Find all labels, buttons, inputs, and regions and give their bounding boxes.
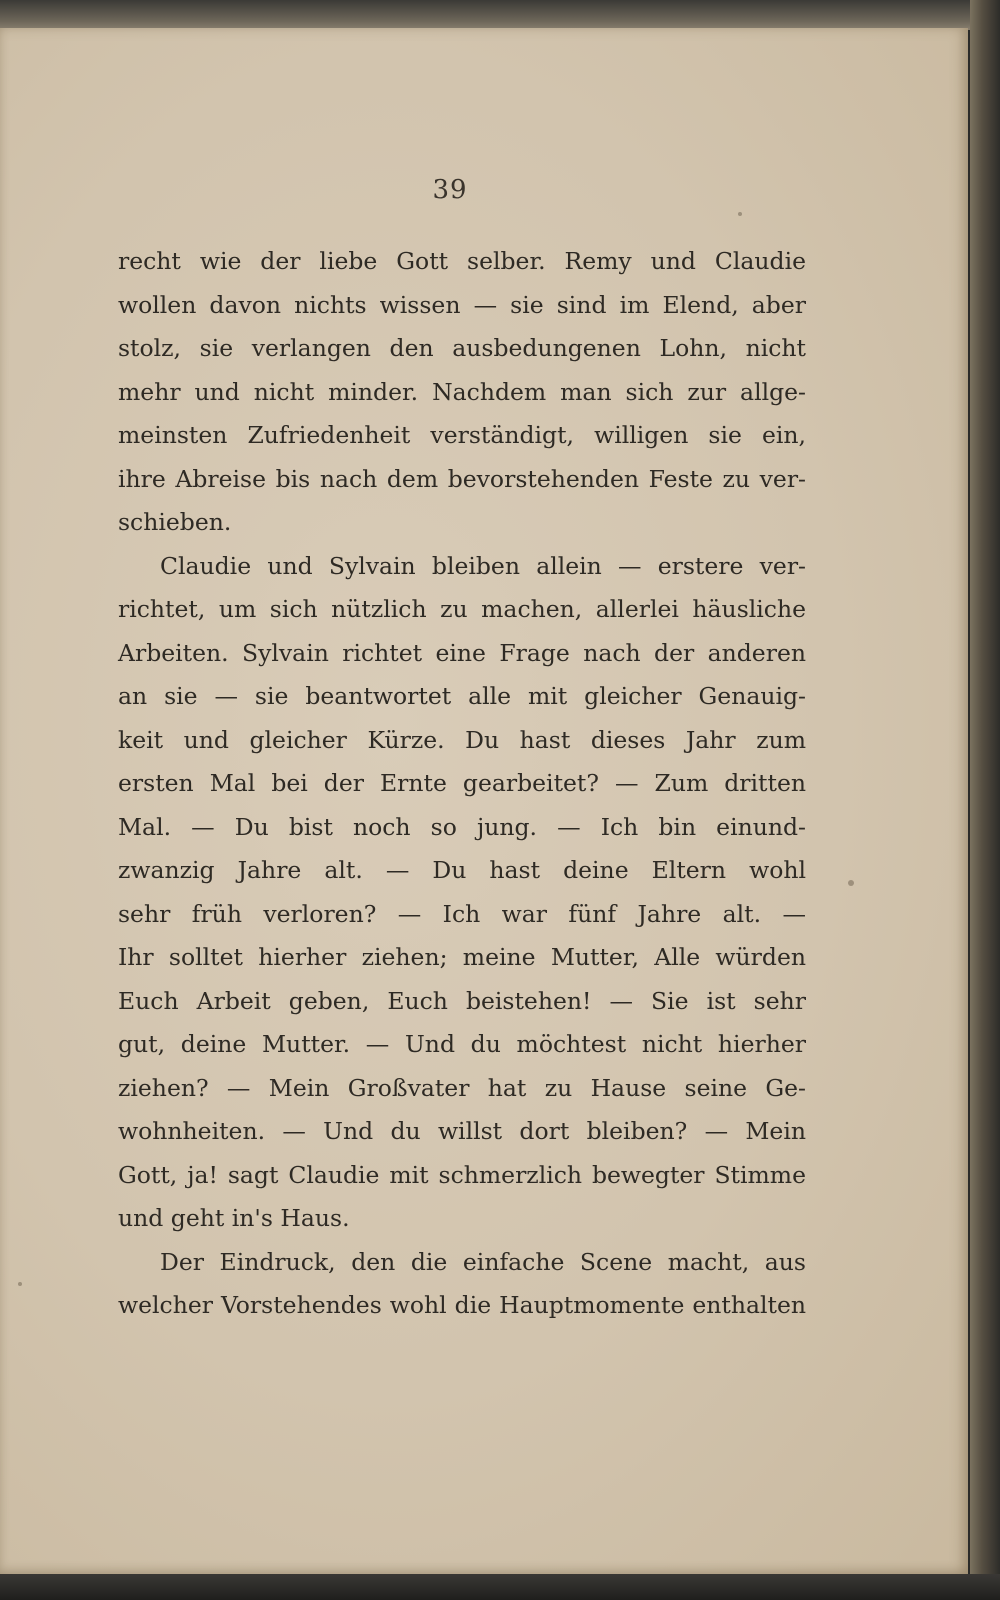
text-line: wollen davon nichts wissen — sie sind im Elend, aber <box>118 290 806 319</box>
body-text <box>118 240 806 1328</box>
text-line: gut, deine Mutter. — Und du möchtest nicht hierher <box>118 1030 806 1058</box>
text-line: schieben. <box>118 508 232 536</box>
text-line: richtet, um sich nützlich zu machen, allerlei häusliche <box>118 595 806 623</box>
text-line: Claudie und Sylvain bleiben allein — erstere ver- <box>160 551 806 580</box>
text-line: meinsten Zufriedenheit verständigt, willigen sie ein, <box>118 421 806 449</box>
text-line: ihre Abreise bis nach dem bevorstehenden Feste zu ver- <box>118 464 806 493</box>
text-line: Gott, ja! sagt Claudie mit schmerzlich bewegter Stimme <box>118 1160 806 1189</box>
text-line: stolz, sie verlangen den ausbedungenen Lohn, nicht <box>118 334 806 362</box>
text-line: Ihr solltet hierher ziehen; meine Mutter, Alle würden <box>118 943 806 971</box>
text-line: welcher Vorstehendes wohl die Hauptmomente enthalten <box>118 1291 806 1319</box>
text-line: ziehen? — Mein Großvater hat zu Hause seine Ge- <box>118 1073 806 1102</box>
text-line: keit und gleicher Kürze. Du hast dieses Jahr zum <box>118 725 806 754</box>
text-line: wohnheiten. — Und du willst dort bleiben? — Mein <box>118 1117 806 1145</box>
paper-speck <box>738 212 742 216</box>
book-edge-right <box>970 0 1000 1600</box>
text-line: sehr früh verloren? — Ich war fünf Jahre alt. — <box>118 899 806 928</box>
text-line: mehr und nicht minder. Nachdem man sich zur allge- <box>118 377 806 406</box>
text-line: und geht in's Haus. <box>118 1204 350 1232</box>
text-line: Mal. — Du bist noch so jung. — Ich bin einund- <box>118 812 806 841</box>
text-line: Euch Arbeit geben, Euch beistehen! — Sie ist sehr <box>118 986 806 1015</box>
text-line: Arbeiten. Sylvain richtet eine Frage nach der anderen <box>118 638 806 667</box>
text-line: Der Eindruck, den die einfache Scene macht, aus <box>160 1247 806 1276</box>
text-line: ersten Mal bei der Ernte gearbeitet? — Zum dritten <box>118 769 806 797</box>
book-edge-bottom <box>0 1574 1000 1600</box>
text-line: zwanzig Jahre alt. — Du hast deine Eltern wohl <box>118 856 806 884</box>
paper-speck <box>18 1282 22 1286</box>
page-number: 39 <box>432 175 468 205</box>
text-line: recht wie der liebe Gott selber. Remy und Claudie <box>118 247 806 275</box>
text-line: an sie — sie beantwortet alle mit gleicher Genauig- <box>118 682 806 710</box>
book-edge-top <box>0 0 970 30</box>
paper-speck <box>848 880 854 886</box>
